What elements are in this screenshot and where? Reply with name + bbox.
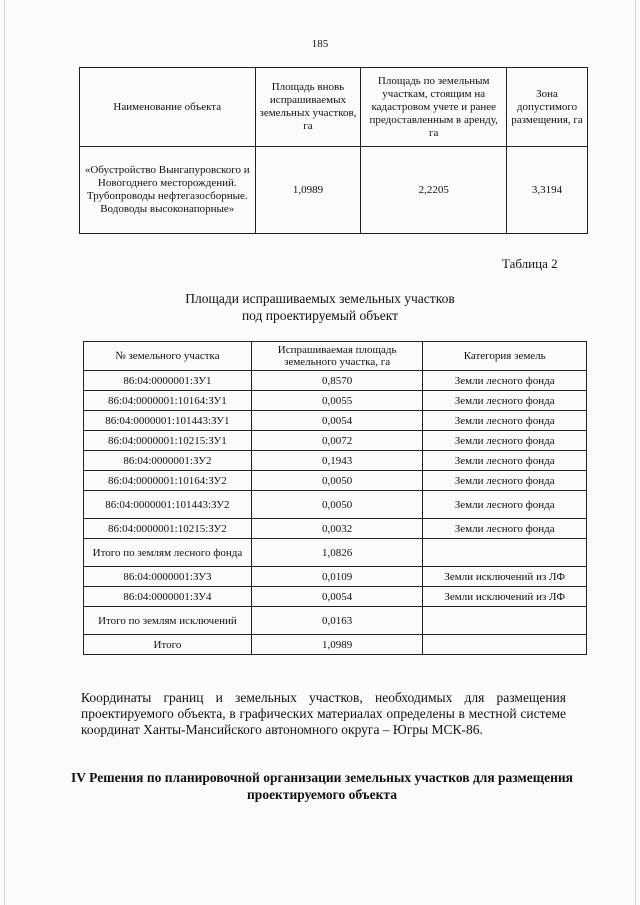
category-cell: Земли лесного фонда [423, 391, 587, 411]
page-edge-left [4, 0, 5, 905]
table-label: Таблица 2 [502, 256, 558, 271]
header-cell: Испрашиваемая площадь земельного участка, га [251, 342, 423, 371]
table-row [80, 147, 588, 234]
plot-number-cell: 86:04:0000001:ЗУ1 [84, 371, 252, 391]
section-heading: IV Решения по планировочной организации земельных участков для размещения проектируемого объекта [71, 770, 573, 802]
total-label-cell: Итого [84, 635, 252, 655]
category-cell: Земли лесного фонда [423, 451, 587, 471]
table-row [84, 567, 587, 587]
coordinates-paragraph: Координаты границ и земельных участков, необходимых для размещения проектируемого объекта, в графических материалах определены в местной системе координат Ханты-Мансийского автономного округа – Югры МСК-86. [81, 690, 566, 737]
subtotal-row [84, 607, 587, 635]
area-cell: 0,0032 [251, 519, 423, 539]
category-cell: Земли исключений из ЛФ [423, 567, 587, 587]
category-cell [423, 607, 587, 635]
area-cell: 0,0050 [251, 491, 423, 519]
category-cell [423, 635, 587, 655]
header-cell: Категория земель [423, 342, 587, 371]
plot-number-cell: 86:04:0000001:10164:ЗУ1 [84, 391, 252, 411]
subtotal-label-cell: Итого по землям исключений [84, 607, 252, 635]
table-caption-line2: под проектируемый объект [241, 308, 399, 323]
table-cell: 3,3194 [507, 147, 588, 234]
page-edge-right [635, 0, 636, 905]
table-row [84, 391, 587, 411]
header-cell: Площадь вновь испрашиваемых земельных участков, га [255, 68, 361, 147]
area-cell: 0,8570 [251, 371, 423, 391]
area-cell: 0,0163 [251, 607, 423, 635]
table-cell: 2,2205 [361, 147, 507, 234]
plot-number-cell: 86:04:0000001:ЗУ2 [84, 451, 252, 471]
header-cell: Наименование объекта [80, 68, 256, 147]
subtotal-row [84, 539, 587, 567]
plot-number-cell: 86:04:0000001:101443:ЗУ1 [84, 411, 252, 431]
area-cell: 1,0826 [251, 539, 423, 567]
table-row [84, 587, 587, 607]
object-name-cell: «Обустройство Вынгапуровского и Новогоднего месторождений. Трубопроводы нефтегазосборные. Водоводы высоконапорные» [80, 147, 256, 234]
table-row [84, 371, 587, 391]
table-cell: 1,0989 [255, 147, 361, 234]
plot-number-cell: 86:04:0000001:10215:ЗУ1 [84, 431, 252, 451]
area-cell: 0,0054 [251, 411, 423, 431]
category-cell: Земли лесного фонда [423, 471, 587, 491]
header-cell: Площадь по земельным участкам, стоящим на кадастровом учете и ранее предоставленным в аренду, га [361, 68, 507, 147]
table-row [84, 491, 587, 519]
area-cell: 0,0055 [251, 391, 423, 411]
table-caption-line1: Площади испрашиваемых земельных участков [185, 291, 455, 306]
category-cell [423, 539, 587, 567]
table-row [84, 519, 587, 539]
page-number: 185 [311, 38, 329, 50]
plot-number-cell: 86:04:0000001:10164:ЗУ2 [84, 471, 252, 491]
area-cell: 0,1943 [251, 451, 423, 471]
category-cell: Земли лесного фонда [423, 371, 587, 391]
category-cell: Земли лесного фонда [423, 491, 587, 519]
category-cell: Земли исключений из ЛФ [423, 587, 587, 607]
land-plots-table [83, 341, 587, 655]
area-cell: 1,0989 [251, 635, 423, 655]
total-row [84, 635, 587, 655]
header-cell: Зона допустимого размещения, га [507, 68, 588, 147]
subtotal-label-cell: Итого по землям лесного фонда [84, 539, 252, 567]
category-cell: Земли лесного фонда [423, 431, 587, 451]
table-row [84, 411, 587, 431]
category-cell: Земли лесного фонда [423, 411, 587, 431]
category-cell: Земли лесного фонда [423, 519, 587, 539]
plot-number-cell: 86:04:0000001:10215:ЗУ2 [84, 519, 252, 539]
table-header-row [80, 68, 588, 147]
table-row [84, 471, 587, 491]
table-row [84, 431, 587, 451]
header-cell: № земельного участка [84, 342, 252, 371]
object-area-table [79, 67, 588, 234]
plot-number-cell: 86:04:0000001:ЗУ4 [84, 587, 252, 607]
plot-number-cell: 86:04:0000001:ЗУ3 [84, 567, 252, 587]
table-header-row [84, 342, 587, 371]
table-row [84, 451, 587, 471]
area-cell: 0,0072 [251, 431, 423, 451]
area-cell: 0,0054 [251, 587, 423, 607]
plot-number-cell: 86:04:0000001:101443:ЗУ2 [84, 491, 252, 519]
area-cell: 0,0109 [251, 567, 423, 587]
area-cell: 0,0050 [251, 471, 423, 491]
